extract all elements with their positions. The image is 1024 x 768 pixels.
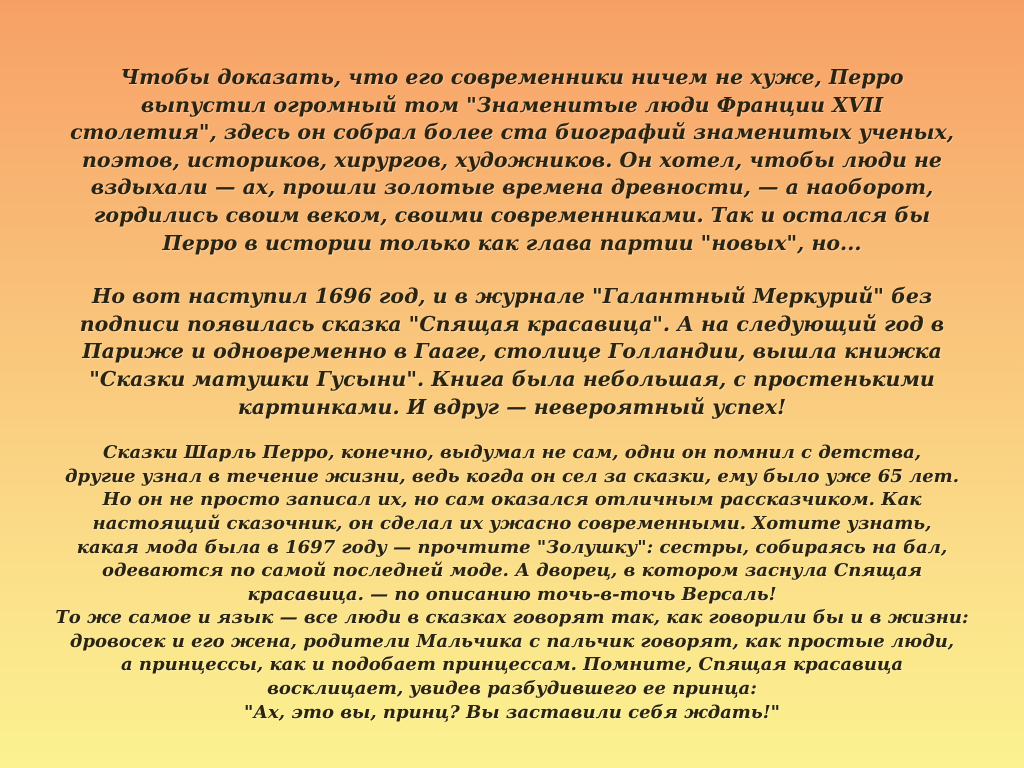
text-line: "Сказки матушки Гусыни". Книга была небольшая, с простенькими	[89, 366, 935, 391]
text-line: Перро в истории только как глава партии "новых", но...	[162, 230, 862, 255]
text-line: столетия", здесь он собрал более ста биографий знаменитых ученых,	[70, 120, 954, 145]
text-line: Но он не просто записал их, но сам оказался отличным рассказчиком. Как	[102, 489, 922, 511]
text-line: настоящий сказочник, он сделал их ужасно современными. Хотите узнать,	[92, 512, 932, 534]
paragraph-perrault-famous-people	[40, 64, 984, 257]
text-line: Чтобы доказать, что его современники ничем не хуже, Перро	[120, 65, 904, 89]
text-line: Сказки Шарль Перро, конечно, выдумал не сам, одни он помнил с детства,	[102, 442, 922, 464]
text-line: какая мода была в 1697 году — прочтите "Золушку": сестры, собираясь на бал,	[76, 536, 948, 558]
slide-text	[40, 64, 984, 724]
text-line: То же самое и язык — все люди в сказках говорят так, как говорили бы и в жизни:	[55, 607, 969, 629]
text-line: Париже и одновременно в Гааге, столице Голландии, вышла книжка	[82, 339, 942, 364]
text-line: красавица. — по описанию точь-в-точь Версаль!	[247, 583, 777, 605]
text-line: дровосек и его жена, родители Мальчика с пальчик говорят, как простые люди,	[69, 630, 955, 652]
text-line: а принцессы, как и подобает принцессам. Помните, Спящая красавица	[120, 654, 904, 676]
text-line: одеваются по самой последней моде. А дворец, в котором заснула Спящая	[101, 560, 923, 582]
text-line: Но вот наступил 1696 год, и в журнале "Галантный Меркурий" без	[91, 284, 933, 309]
text-line: выпустил огромный том "Знаменитые люди Франции XVII	[140, 92, 884, 117]
text-line: "Ах, это вы, принц? Вы заставили себя ждать!"	[244, 701, 780, 723]
text-line: поэтов, историков, хирургов, художников. Он хотел, чтобы люди не	[82, 147, 942, 172]
paragraph-sleeping-beauty-1696	[40, 283, 984, 421]
text-line: вздыхали — ах, прошли золотые времена древности, — а наоборот,	[90, 175, 934, 200]
text-line: подписи появилась сказка "Спящая красавица". А на следующий год в	[79, 311, 945, 336]
text-line: восклицает, увидев разбудившего ее принца:	[267, 678, 757, 700]
text-line: картинками. И вдруг — невероятный успех!	[237, 394, 787, 419]
paragraph-tales-of-perrault	[40, 441, 984, 724]
text-line: другие узнал в течение жизни, ведь когда он сел за сказки, ему было уже 65 лет.	[65, 465, 959, 487]
text-line: гордились своим веком, своими современниками. Так и остался бы	[93, 202, 931, 227]
